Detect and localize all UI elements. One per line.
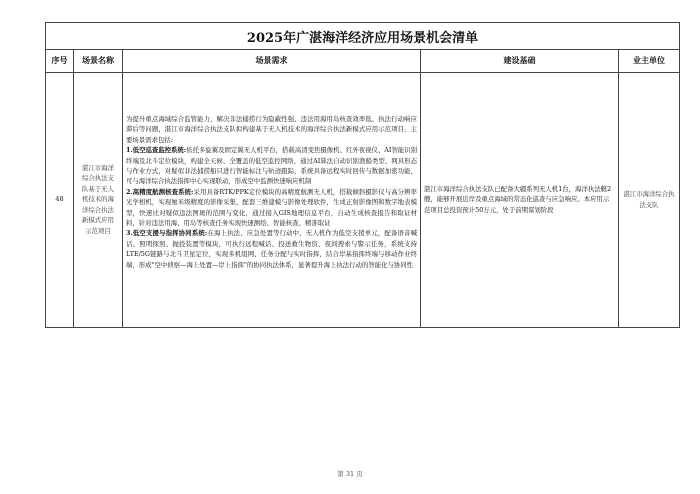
header-index: 序号: [46, 49, 74, 72]
header-scene-name: 场景名称: [74, 49, 123, 72]
header-owner: 业主单位: [633, 56, 665, 65]
row-owner: 湛江市海洋综合执法支队: [623, 190, 675, 209]
header-basis: 建设基础: [421, 49, 619, 72]
demand-item-title: 3.低空支援与指挥协同系统:: [126, 229, 208, 238]
row-owner-cell: [619, 72, 679, 327]
demand-item-text: 采用具备RTK/PPK定位模块的高精度航测无人机，搭载倾斜摄影仪与高分辨率光学相机，实现厘米级精度的影像采集，配套三维建模与影像处理软件，生成正射影像图和数字地表模型，快速比对疑似违法图斑的范围与变化，通过接入GIS地理信息平台，自动生成核查报告和取证材料，针对违法用海、用岛等核查任务实现快速测绘、智能核查、精准取证: [126, 187, 418, 228]
demand-intro: 为提升重点海域综合监管能力，解决非法捕捞行为隐蔽性强、违法用海用岛核查效率低、执法行动响应滞后等问题，湛江市海洋综合执法支队拟构建基于无人机技术的海洋综合执法新模式应用示范项目，主要场景需求包括:: [126, 115, 417, 144]
row-scene-name: 湛江市海洋综合执法支队基于无人机技术的海洋综合执法新模式应用示范项目: [82, 164, 114, 235]
page-number: 第 31 页: [337, 470, 363, 478]
demand-item-text: 依托多旋翼及固定翼无人机平台，搭载高清变焦摄像机、红外夜视仪、AI智能识别终端及北斗定位模块，构建全天候、全覆盖的低空监控网络，通过AI算法自动识别渔船类型、网具形态与作业方式，对疑似非法捕捞船只进行智能标注与轨迹跟踪，系统具备远程实时回传与数据加密功能，可与海洋综合执法指挥中心实现联动，形成空中监测快速响应机制: [126, 146, 418, 186]
header-demand: 场景需求: [123, 49, 421, 72]
row-basis: 湛江市海洋综合执法支队已配备大疆系列无人机1台，海洋执法艇2艘，能够开展近岸及重点海域的常态化巡查与应急响应。本应用示范项目总投资预计50万元，处于前期谋划阶段: [424, 184, 612, 214]
table-header-row: [46, 49, 679, 73]
demand-item-text: 在海上执法、应急处置等行动中，无人机作为低空支援单元，配备语音喊话、照明探照、抛投装置等模块，可执行远程喊话、投送救生物资、夜间搜索与警示任务，系统支持LTE/5G链路与北斗卫星定位，实现多机组网、任务分配与实时指挥，结合岸基指挥终端与移动作业终端，形成"空中侦察—海上处置—岸上指挥"的协同执法体系，显著提升海上执法行动的智能化与协同性: [126, 229, 418, 269]
row-demand: [123, 72, 421, 327]
table-row: [46, 72, 679, 327]
page-title: 2025年广湛海洋经济应用场景机会清单: [46, 23, 679, 50]
demand-item-title: 2.高精度航测核查系统:: [126, 187, 194, 196]
opportunity-table: [45, 22, 680, 328]
row-name-cell: [74, 72, 123, 327]
demand-item-title: 1.低空巡查监控系统:: [126, 146, 187, 155]
row-index: 48: [46, 72, 74, 327]
row-basis-cell: [421, 72, 619, 327]
